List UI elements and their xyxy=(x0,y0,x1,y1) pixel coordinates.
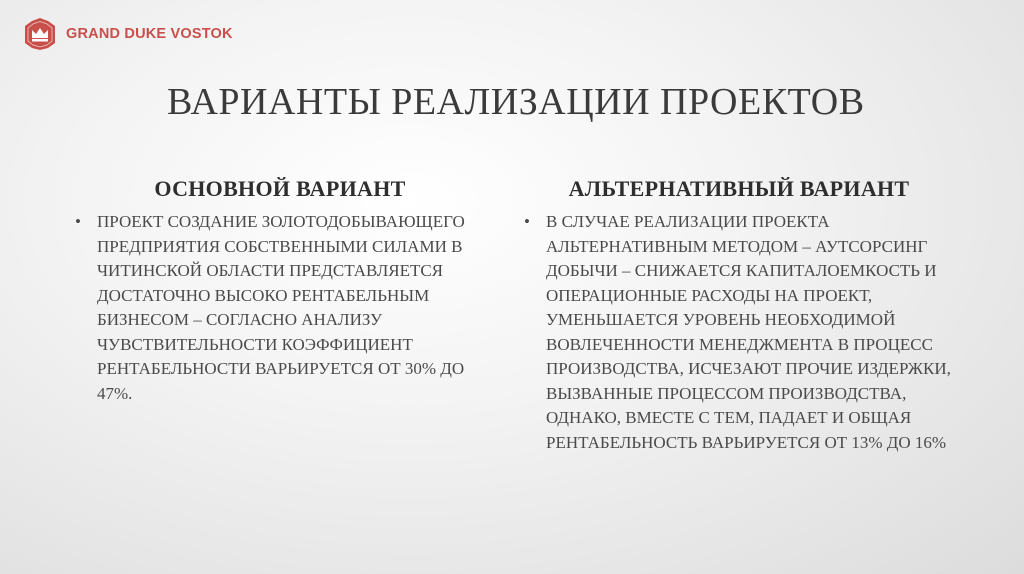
bullet-text-main: ПРОЕКТ СОЗДАНИЕ ЗОЛОТОДОБЫВАЮЩЕГО ПРЕДПРИЯТИЯ СОБСТВЕННЫМИ СИЛАМИ В ЧИТИНСКОЙ ОБЛАСТИ ПРЕДСТАВЛЯЕТСЯ ДОСТАТОЧНО ВЫСОКО РЕНТАБЕЛЬНЫМ БИЗНЕСОМ – СОГЛАСНО АНАЛИЗУ ЧУВСТВИТЕЛЬНОСТИ КОЭФФИЦИЕНТ РЕНТАБЕЛЬНОСТИ ВАРЬИРУЕТСЯ ОТ 30% ДО 47%. xyxy=(97,212,465,403)
slide-title: ВАРИАНТЫ РЕАЛИЗАЦИИ ПРОЕКТОВ xyxy=(167,81,865,123)
column-heading-alternative: АЛЬТЕРНАТИВНЫЙ ВАРИАНТ xyxy=(568,176,910,201)
crown-crest-icon xyxy=(22,17,58,51)
brand-logo xyxy=(22,17,233,51)
brand-name: GRAND DUKE VOSTOK xyxy=(66,26,233,42)
bullet-dot: • xyxy=(524,212,530,231)
bullet-dot: • xyxy=(75,212,81,231)
bullet-text-alternative: В СЛУЧАЕ РЕАЛИЗАЦИИ ПРОЕКТА АЛЬТЕРНАТИВНЫМ МЕТОДОМ – АУТСОРСИНГ ДОБЫЧИ – СНИЖАЕТСЯ КАПИТАЛОЕМКОСТЬ И ОПЕРАЦИОННЫЕ РАСХОДЫ НА ПРОЕКТ, УМЕНЬШАЕТСЯ УРОВЕНЬ НЕОБХОДИМОЙ ВОВЛЕЧЕННОСТИ МЕНЕДЖМЕНТА В ПРОЦЕСС ПРОИЗВОДСТВА, ИСЧЕЗАЮТ ПРОЧИЕ ИЗДЕРЖКИ, ВЫЗВАННЫЕ ПРОЦЕССОМ ПРОИЗВОДСТВА, ОДНАКО, ВМЕСТЕ С ТЕМ, ПАДАЕТ И ОБЩАЯ РЕНТАБЕЛЬНОСТЬ ВАРЬИРУЕТСЯ ОТ 13% ДО 16% xyxy=(546,212,951,452)
column-alternative-variant xyxy=(524,176,954,455)
column-heading-main: ОСНОВНОЙ ВАРИАНТ xyxy=(154,176,406,201)
column-main-variant xyxy=(75,176,505,406)
bullet-item xyxy=(75,210,505,406)
bullet-item xyxy=(524,210,954,455)
